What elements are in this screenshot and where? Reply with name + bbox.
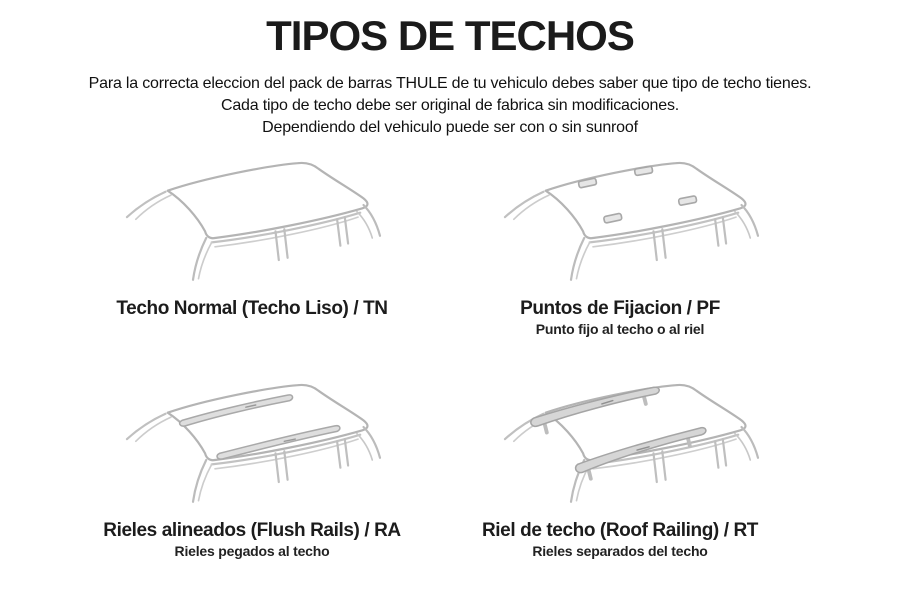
smooth-roof-illustration (105, 150, 435, 304)
roof-type-subcaption-pf: Punto fijo al techo o al riel (535, 321, 705, 337)
roof-type-card-tn (27, 150, 477, 337)
roof-type-subcaption-ra: Rieles pegados al techo (174, 543, 330, 559)
page-title: TIPOS DE TECHOS (266, 12, 634, 59)
roof-type-caption-rt: Riel de techo (Roof Railing) / RT (481, 520, 759, 541)
raised-railing-roof-illustration (483, 372, 813, 526)
roof-type-subcaption-rt: Rieles separados del techo (532, 543, 708, 559)
intro-line-2: Cada tipo de techo debe ser original de fabrica sin modificaciones. (221, 97, 679, 114)
roof-type-card-ra (27, 372, 477, 559)
roof-type-caption-ra: Rieles alineados (Flush Rails) / RA (103, 520, 401, 541)
roof-type-caption-tn: Techo Normal (Techo Liso) / TN (116, 298, 388, 319)
intro-text (0, 73, 900, 139)
fixpoint-roof-illustration (483, 150, 813, 304)
roof-type-caption-pf: Puntos de Fijacion / PF (520, 298, 720, 319)
fixation-pads (578, 166, 697, 223)
intro-line-3: Dependiendo del vehiculo puede ser con o sin sunroof (262, 119, 638, 136)
flush-rails-roof-illustration (105, 372, 435, 526)
intro-line-1: Para la correcta eleccion del pack de barras THULE de tu vehiculo debes saber que tipo de techo tienes. (88, 75, 812, 92)
roof-type-card-pf (435, 150, 805, 337)
roof-type-card-rt (435, 372, 805, 559)
